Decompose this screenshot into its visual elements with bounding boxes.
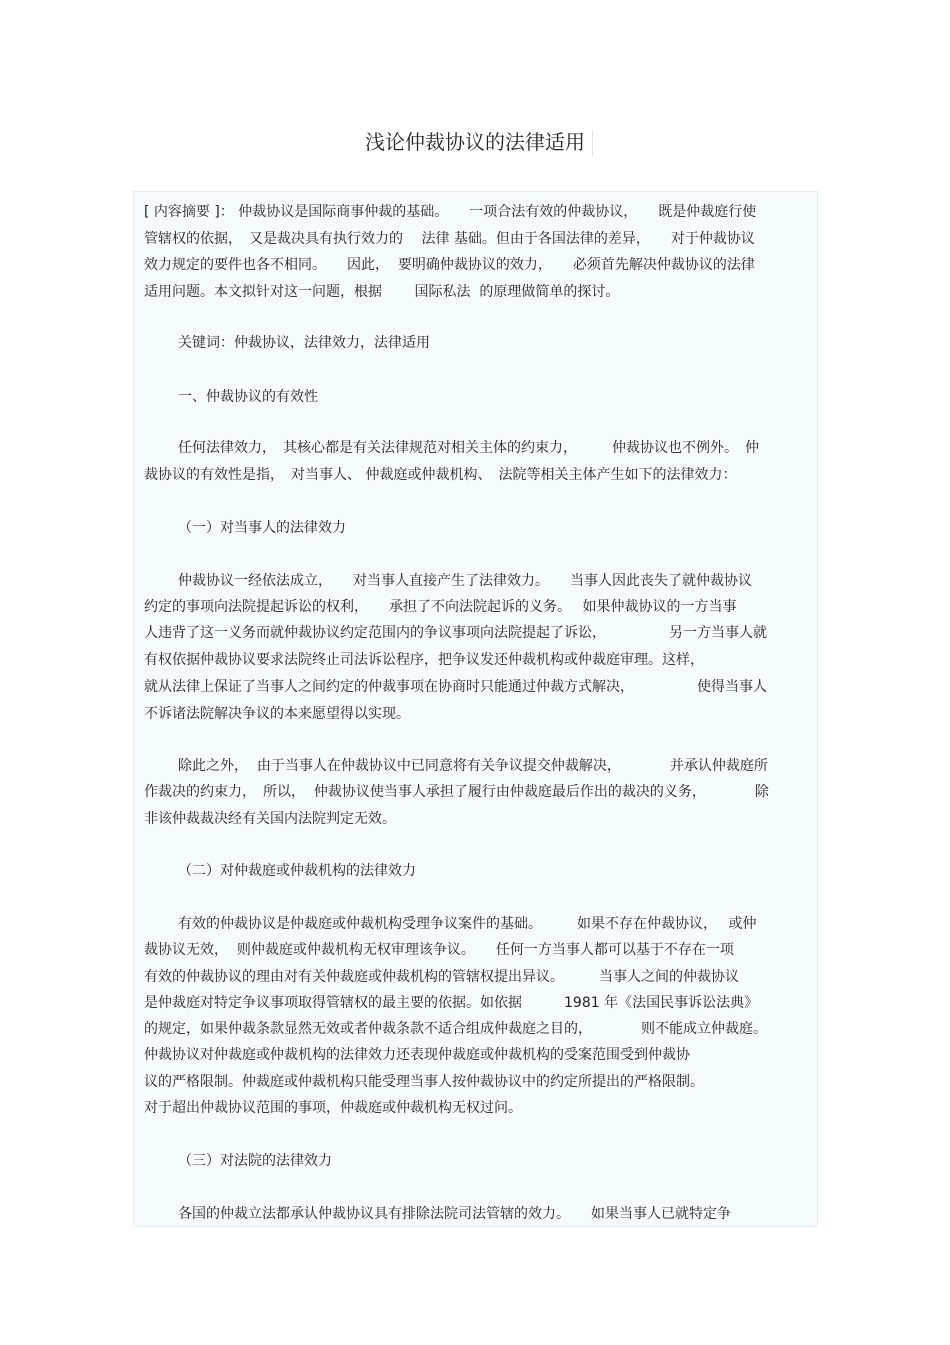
abstract-line: 适用问题。本文拟针对这一问题，根据 国际私法 的原理做简单的探讨。 — [144, 284, 620, 300]
paragraph-line: 约定的事项向法院提起诉讼的权利， 承担了不向法院起诉的义务。 如果仲裁协议的一方当事 — [144, 599, 737, 615]
subsection-heading: （二）对仲裁庭或仲裁机构的法律效力 — [178, 863, 416, 879]
paragraph-line: 除此之外， 由于当事人在仲裁协议中已同意将有关争议提交仲裁解决， 并承认仲裁庭所 — [178, 758, 768, 774]
paragraph-line: 有效的仲裁协议是仲裁庭或仲裁机构受理争议案件的基础。 如果不存在仲裁协议， 或仲 — [178, 916, 757, 932]
paragraph-line: 裁协议无效， 则仲裁庭或仲裁机构无权审理该争议。 任何一方当事人都可以基于不存在一项 — [144, 942, 734, 958]
abstract-line: 效力规定的要件也各不相同。 因此， 要明确仲裁协议的效力， 必须首先解决仲裁协议的法律 — [144, 257, 755, 273]
section-heading: 一、仲裁协议的有效性 — [178, 389, 318, 405]
paragraph-line: 不诉诸法院解决争议的本来愿望得以实现。 — [144, 706, 410, 722]
subsection-heading: （三）对法院的法律效力 — [178, 1153, 332, 1169]
paragraph-line: 就从法律上保证了当事人之间约定的仲裁事项在协商时只能通过仲裁方式解决， 使得当事人 — [144, 679, 767, 695]
paragraph-line: 有权依据仲裁协议要求法院终止司法诉讼程序，把争议发还仲裁机构或仲裁庭审理。这样， — [144, 652, 704, 668]
paragraph-line: 非该仲裁裁决经有关国内法院判定无效。 — [144, 811, 396, 827]
keywords-line: 关键词：仲裁协议，法律效力，法律适用 — [178, 335, 430, 351]
title-divider — [592, 130, 593, 156]
paragraph-line: 人违背了这一义务而就仲裁协议约定范围内的争议事项向法院提起了诉讼， 另一方当事人就 — [144, 625, 767, 641]
paragraph-line: 的规定，如果仲裁条款显然无效或者仲裁条款不适合组成仲裁庭之目的， 则不能成立仲裁庭。 — [144, 1021, 767, 1037]
paragraph-line: 仲裁协议对仲裁庭或仲裁机构的法律效力还表现仲裁庭或仲裁机构的受案范围受到仲裁协 — [144, 1047, 690, 1063]
abstract-line: 管辖权的依据， 又是裁决具有执行效力的 法律 基础。但由于各国法律的差异， 对于仲裁协议 — [144, 231, 755, 247]
paragraph-line: 裁协议的有效性是指， 对当事人、 仲裁庭或仲裁机构、 法院等相关主体产生如下的法律效力： — [144, 467, 737, 483]
article-body — [133, 191, 818, 1227]
paragraph-line: 议的严格限制。仲裁庭或仲裁机构只能受理当事人按仲裁协议中的约定所提出的严格限制。 — [144, 1074, 704, 1090]
paragraph-line: 是仲裁庭对特定争议事项取得管辖权的最主要的依据。如依据 1981 年《法国民事诉讼法典》 — [144, 995, 759, 1011]
paragraph-line: 有效的仲裁协议的理由对有关仲裁庭或仲裁机构的管辖权提出异议。 当事人之间的仲裁协议 — [144, 969, 739, 985]
paragraph-line: 仲裁协议一经依法成立， 对当事人直接产生了法律效力。 当事人因此丧失了就仲裁协议 — [178, 573, 752, 589]
paragraph-line: 任何法律效力， 其核心都是有关法律规范对相关主体的约束力， 仲裁协议也不例外。 仲 — [178, 440, 759, 456]
abstract-line: [ 内容摘要 ]： 仲裁协议是国际商事仲裁的基础。 一项合法有效的仲裁协议， 既是仲裁庭行使 — [144, 204, 757, 220]
subsection-heading: （一）对当事人的法律效力 — [178, 520, 346, 536]
page-title: 浅论仲裁协议的法律适用 — [365, 130, 585, 154]
paragraph-line: 对于超出仲裁协议范围的事项，仲裁庭或仲裁机构无权过问。 — [144, 1100, 522, 1116]
paragraph-line: 各国的仲裁立法都承认仲裁协议具有排除法院司法管辖的效力。 如果当事人已就特定争 — [178, 1206, 731, 1222]
paragraph-line: 作裁决的约束力， 所以， 仲裁协议使当事人承担了履行由仲裁庭最后作出的裁决的义务， 除 — [144, 784, 769, 800]
